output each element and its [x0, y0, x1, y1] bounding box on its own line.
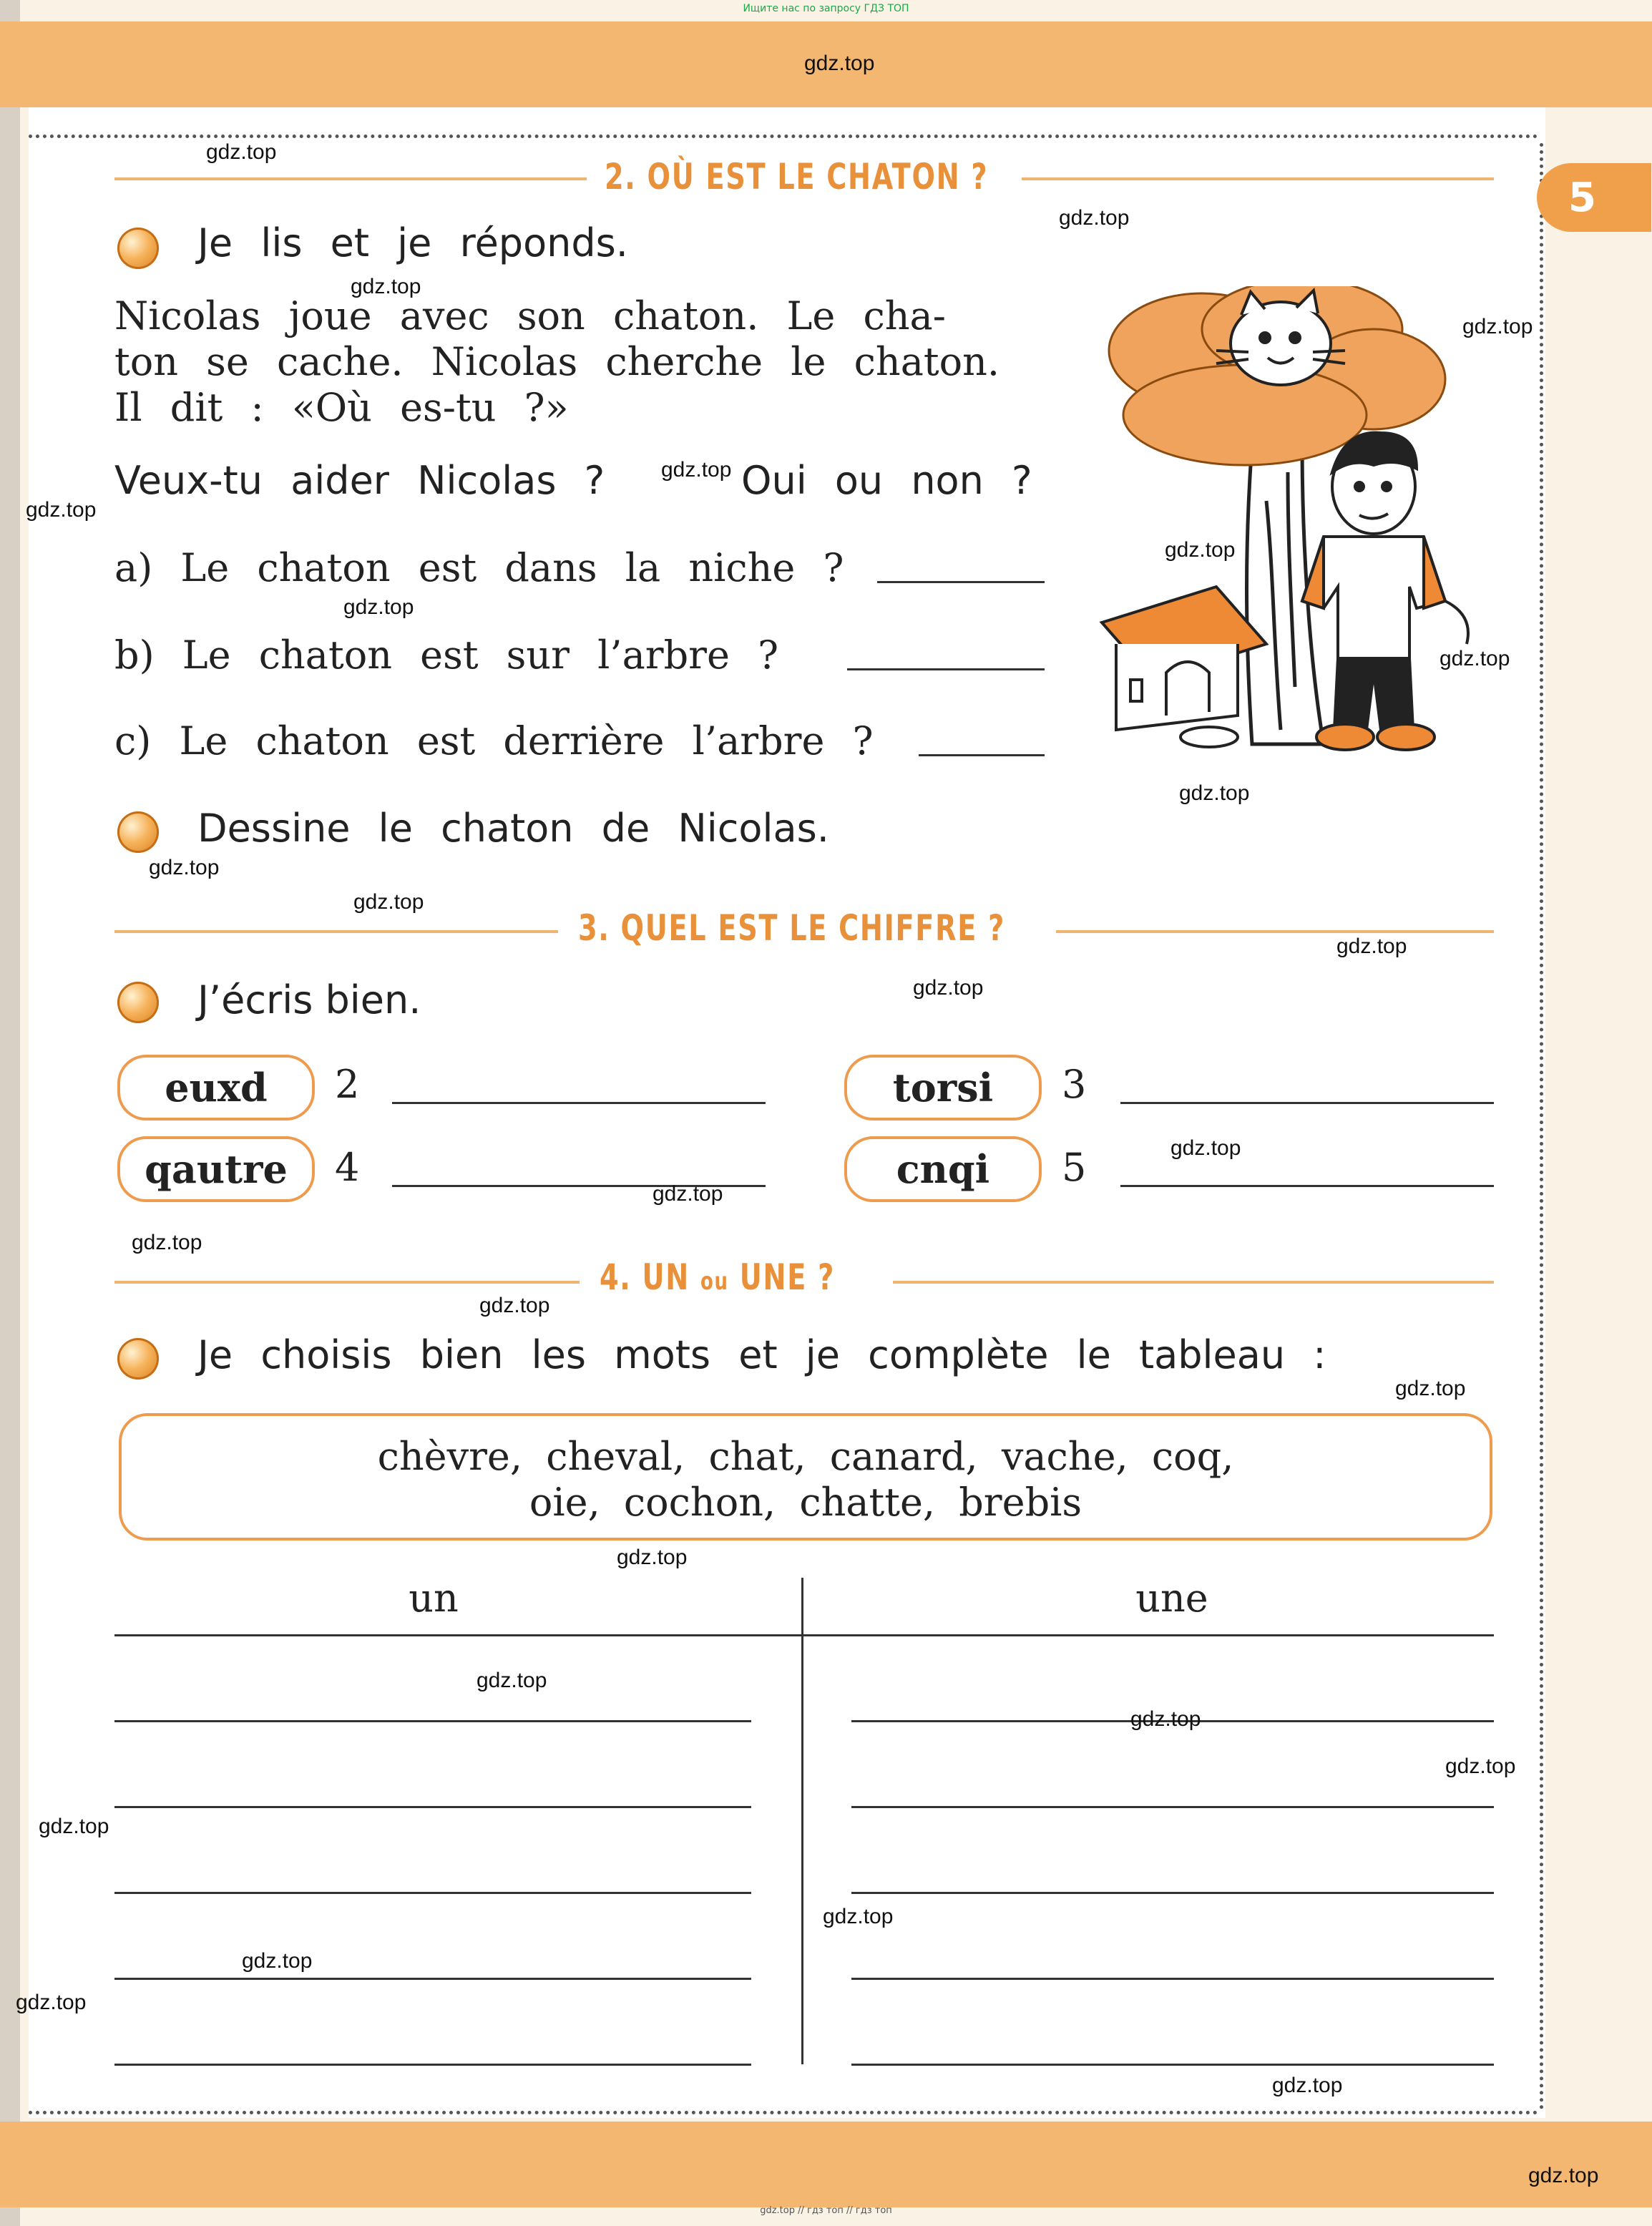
scrambled-word-box: cnqi [844, 1136, 1042, 1202]
watermark: gdz.top [1336, 934, 1407, 958]
section4-title-ou: ou [700, 1267, 729, 1296]
digit-label: 2 [335, 1062, 360, 1107]
watermark: gdz.top [1272, 2074, 1343, 2097]
dotted-border-bottom [29, 2111, 1538, 2114]
watermark: gdz.top [1165, 538, 1236, 562]
page-number: 5 [1537, 163, 1651, 232]
answer-line[interactable] [1120, 1185, 1494, 1187]
un-answer-line[interactable] [114, 1978, 751, 1980]
watermark: gdz.top [617, 1546, 688, 1569]
section2-rule-left [114, 177, 587, 180]
watermark: gdz.top [242, 1949, 313, 1973]
bullet-icon [117, 228, 159, 269]
boy-tree-cat-illustration [1073, 286, 1502, 773]
watermark: gdz.top [149, 856, 220, 879]
watermark: gdz.top [206, 140, 277, 164]
watermark: gdz.top [16, 1991, 87, 2014]
watermark: gdz.top [1528, 2164, 1599, 2187]
section4-rule-left [114, 1281, 580, 1284]
section3-title: 3. QUEL EST LE CHIFFRE ? [578, 907, 1006, 949]
une-answer-line[interactable] [851, 1978, 1494, 1980]
answer-line-a[interactable] [877, 581, 1045, 583]
scrambled-word-box: torsi [844, 1055, 1042, 1121]
question-suffix: Oui ou non ? [741, 458, 1032, 503]
draw-instruction: Dessine le chaton de Nicolas. [197, 806, 829, 851]
une-answer-line[interactable] [851, 1892, 1494, 1894]
section3-rule-left [114, 930, 558, 933]
watermark: gdz.top [132, 1231, 202, 1254]
watermark: gdz.top [823, 1905, 894, 1928]
table-header-un: un [409, 1576, 459, 1621]
watermark: gdz.top [353, 890, 424, 914]
bullet-icon [117, 811, 159, 853]
story-line-2: ton se cache. Nicolas cherche le chaton. [114, 339, 1000, 384]
watermark: gdz.top [1395, 1377, 1466, 1400]
watermark: gdz.top [913, 976, 984, 1000]
un-answer-line[interactable] [114, 1806, 751, 1808]
answer-line-b[interactable] [847, 668, 1045, 670]
answer-line-c[interactable] [919, 754, 1045, 756]
section4-title-un: 4. UN [600, 1256, 690, 1298]
digit-label: 5 [1062, 1145, 1087, 1190]
word-bank-line-1: chèvre, cheval, chat, canard, vache, coq, [377, 1434, 1234, 1479]
watermark: gdz.top [26, 498, 97, 522]
section3-instruction: J’écris bien. [197, 977, 421, 1022]
section3-rule-right [1056, 930, 1494, 933]
bottom-note: gdz.top // гдз топ // гдз топ [760, 2205, 892, 2216]
une-answer-line[interactable] [851, 1806, 1494, 1808]
table-header-rule [114, 1634, 1494, 1636]
dotted-border-top [29, 135, 1538, 138]
question-prefix: Veux-tu aider Nicolas ? [114, 458, 605, 503]
table-header-une: une [1135, 1576, 1208, 1621]
watermark: gdz.top [1440, 647, 1510, 670]
watermark: gdz.top [804, 52, 875, 75]
watermark: gdz.top [1462, 315, 1533, 338]
dotted-border-right [1540, 143, 1543, 2111]
scrambled-word-box: euxd [117, 1055, 315, 1121]
book-spine [0, 0, 20, 2226]
bullet-icon [117, 982, 159, 1023]
item-c: c) Le chaton est derrière l’arbre ? [114, 718, 874, 763]
item-a: a) Le chaton est dans la niche ? [114, 545, 844, 590]
section4-instruction: Je choisis bien les mots et je complète le tableau : [197, 1332, 1326, 1377]
watermark: gdz.top [479, 1294, 550, 1317]
bottom-band [0, 2122, 1652, 2207]
watermark: gdz.top [476, 1669, 547, 1692]
watermark: gdz.top [653, 1182, 723, 1206]
answer-line[interactable] [1120, 1102, 1494, 1104]
word-bank-line-2: oie, cochon, chatte, brebis [529, 1480, 1082, 1525]
section4-title-une: UNE ? [739, 1256, 835, 1298]
section4-rule-right [893, 1281, 1494, 1284]
story-line-3: Il dit : «Où es-tu ?» [114, 385, 569, 430]
top-note: Ищите нас по запросу ГДЗ ТОП [743, 3, 909, 14]
item-b: b) Le chaton est sur l’arbre ? [114, 633, 779, 678]
watermark: gdz.top [1059, 206, 1130, 230]
scrambled-word-box: qautre [117, 1136, 315, 1202]
section2-rule-right [1022, 177, 1494, 180]
watermark: gdz.top [1130, 1707, 1201, 1731]
watermark: gdz.top [1445, 1754, 1516, 1778]
section2-title: 2. OÙ EST LE CHATON ? [605, 156, 989, 197]
watermark: gdz.top [1170, 1136, 1241, 1160]
watermark: gdz.top [343, 595, 414, 619]
story-line-1: Nicolas joue avec son chaton. Le cha- [114, 293, 946, 338]
watermark: gdz.top [1179, 781, 1250, 805]
digit-label: 3 [1062, 1062, 1087, 1107]
bullet-icon [117, 1338, 159, 1380]
un-answer-line[interactable] [114, 1892, 751, 1894]
table-divider [801, 1578, 803, 2064]
watermark: gdz.top [39, 1815, 109, 1838]
digit-label: 4 [335, 1145, 360, 1190]
watermark: gdz.top [351, 275, 421, 298]
un-answer-line[interactable] [114, 2064, 751, 2066]
une-answer-line[interactable] [851, 2064, 1494, 2066]
section2-instruction: Je lis et je réponds. [197, 220, 628, 265]
watermark: gdz.top [661, 458, 732, 482]
section4-title [600, 1256, 835, 1298]
answer-line[interactable] [392, 1102, 766, 1104]
un-answer-line[interactable] [114, 1720, 751, 1722]
